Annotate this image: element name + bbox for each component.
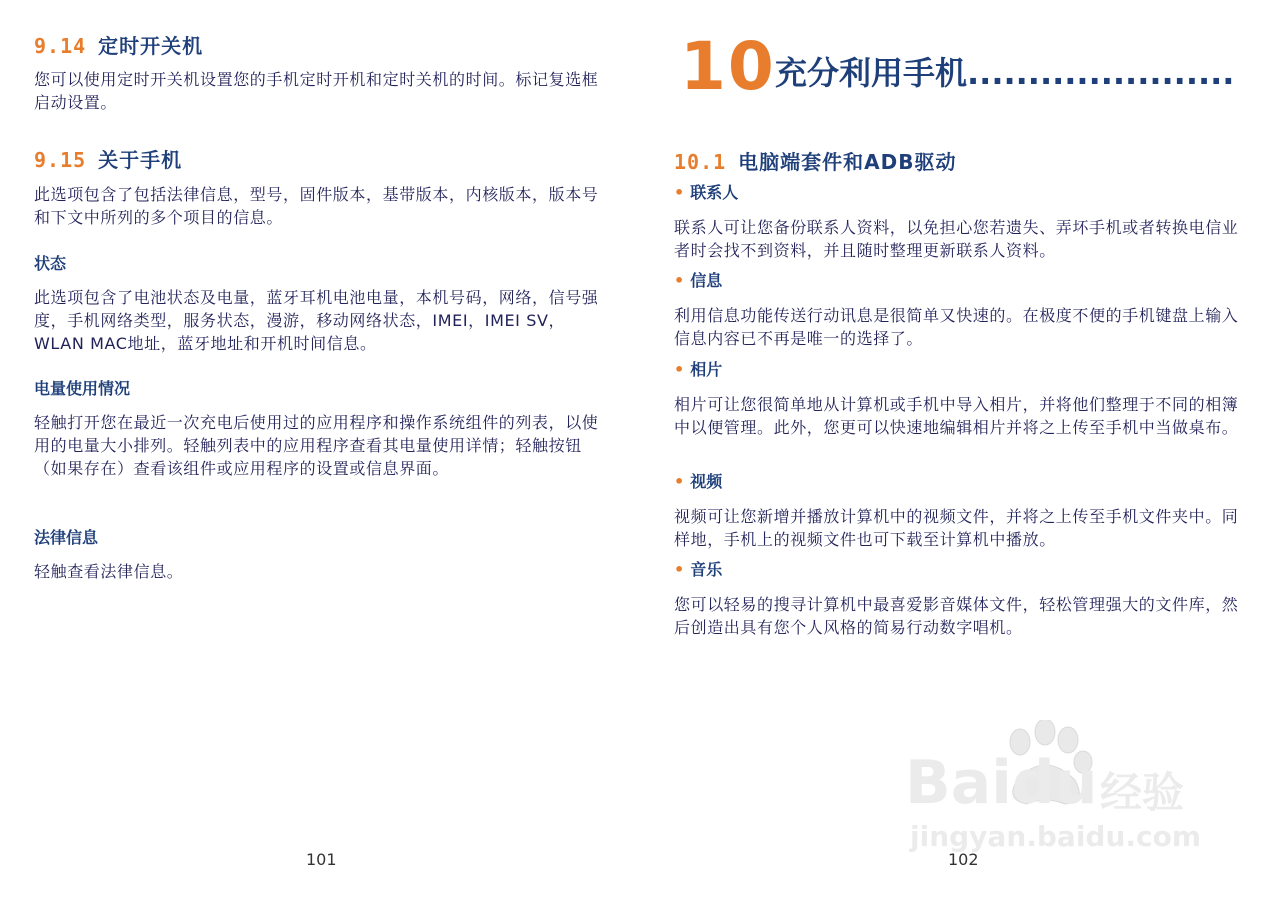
- bullet-mark: •: [674, 472, 685, 491]
- section-number: 9.14: [34, 34, 87, 58]
- chapter-number: 10: [680, 28, 776, 105]
- status-body: 此选项包含了电池状态及电量，蓝牙耳机电池电量，本机号码，网络，信号强度，手机网络类型，服务状态，漫游，移动网络状态，IMEI，IMEI SV，WLAN MAC地址，蓝牙地址和开机时间信息。: [34, 288, 599, 353]
- section-title: 定时开关机: [98, 34, 204, 58]
- watermark-url: jingyan.baidu.com: [910, 820, 1202, 853]
- section-9-14-body: 您可以使用定时开关机设置您的手机定时开机和定时关机的时间。标记复选框启动设置。: [34, 70, 599, 112]
- legal-info-body: 轻触查看法律信息。: [34, 562, 184, 581]
- section-title: 电脑端套件和ADB驱动: [738, 150, 957, 174]
- watermark-brand: Baidu: [905, 748, 1098, 818]
- bullet-body-photos: 相片可让您很简单地从计算机或手机中导入相片，并将他们整理于不同的相簿中以便管理。此外，您更可以快速地编辑相片并将之上传至手机中当做桌布。: [674, 395, 1239, 437]
- bullet-heading-photos: [674, 357, 722, 380]
- bullet-heading-contacts: [674, 180, 738, 203]
- bullet-heading-videos: [674, 469, 722, 492]
- bullet-mark: •: [674, 183, 685, 202]
- legal-info-heading: 法律信息: [34, 528, 99, 547]
- bullet-heading-music: [674, 557, 722, 580]
- bullet-label: 相片: [690, 360, 723, 379]
- page-number: 101: [306, 850, 337, 869]
- bullet-body-music: 您可以轻易的搜寻计算机中最喜爱影音媒体文件，轻松管理强大的文件库，然后创造出具有您个人风格的简易行动数字唱机。: [674, 595, 1239, 637]
- bullet-heading-messages: [674, 268, 722, 291]
- section-number: 10.1: [674, 150, 727, 174]
- bullet-body-messages: 利用信息功能传送行动讯息是很简单又快速的。在极度不便的手机键盘上输入信息内容已不再是唯一的选择了。: [674, 306, 1239, 348]
- page-number: 102: [948, 850, 979, 869]
- battery-usage-body: 轻触打开您在最近一次充电后使用过的应用程序和操作系统组件的列表，以使用的电量大小排列。轻触列表中的应用程序查看其电量使用详情；轻触按钮（如果存在）查看该组件或应用程序的设置或信息界面。: [34, 413, 599, 478]
- section-title: 关于手机: [98, 148, 183, 172]
- bullet-body-contacts: 联系人可让您备份联系人资料，以免担心您若遗失、弄坏手机或者转换电信业者时会找不到资料，并且随时整理更新联系人资料。: [674, 218, 1239, 260]
- baidu-jingyan-watermark: [905, 720, 1205, 860]
- bullet-label: 信息: [690, 271, 723, 290]
- bullet-mark: •: [674, 271, 685, 290]
- bullet-mark: •: [674, 560, 685, 579]
- bullet-mark: •: [674, 360, 685, 379]
- section-number: 9.15: [34, 148, 87, 172]
- bullet-label: 音乐: [690, 560, 723, 579]
- section-10-1-heading: [674, 146, 957, 175]
- chapter-title: 充分利用手机......................: [775, 54, 1235, 92]
- watermark-suffix: 经验: [1100, 768, 1185, 817]
- section-9-15-heading: [34, 144, 182, 173]
- section-9-15-body: 此选项包含了包括法律信息，型号，固件版本，基带版本，内核版本，版本号和下文中所列的多个项目的信息。: [34, 185, 599, 227]
- bullet-body-videos: 视频可让您新增并播放计算机中的视频文件，并将之上传至手机文件夹中。同样地，手机上的视频文件也可下载至计算机中播放。: [674, 507, 1239, 549]
- bullet-label: 视频: [690, 472, 723, 491]
- battery-usage-heading: 电量使用情况: [34, 379, 131, 398]
- status-heading: 状态: [34, 254, 67, 273]
- section-9-14-heading: [34, 30, 203, 59]
- bullet-label: 联系人: [690, 183, 739, 202]
